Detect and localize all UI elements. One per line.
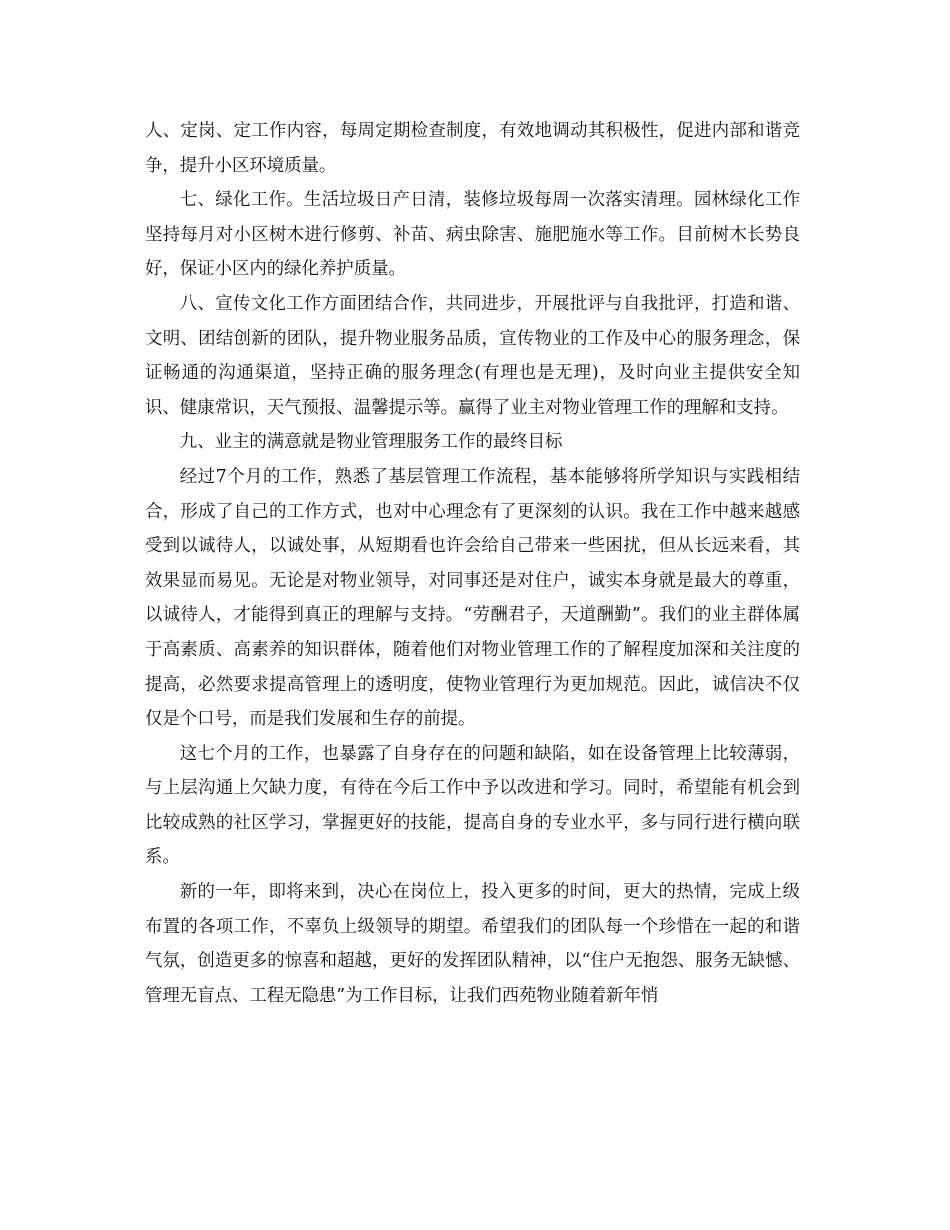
- paragraph: 经过7个月的工作，熟悉了基层管理工作流程，基本能够将所学知识与实践相结合，形成了自己的工作方式，也对中心理念有了更深刻的认识。我在工作中越来越感受到以诚待人，以诚处事，从短期看也许会给自己带来一些困扰，但从长远来看，其效果显而易见。无论是对物业领导，对同事还是对住户，诚实本身就是最大的尊重，以诚待人，才能得到真正的理解与支持。“劳酬君子，天道酬勤”。我们的业主群体属于高素质、高素养的知识群体，随着他们对物业管理工作的了解程度加深和关注度的提高，必然要求提高管理上的透明度，使物业管理行为更加规范。因此，诚信决不仅仅是个口号，而是我们发展和生存的前提。: [145, 466, 800, 730]
- paragraph: 新的一年，即将来到，决心在岗位上，投入更多的时间，更大的热情，完成上级布置的各项工作，不辜负上级领导的期望。希望我们的团队每一个珍惜在一起的和谐气氛，创造更多的惊喜和超越，更好的发挥团队精神，以“住户无抱怨、服务无缺憾、管理无盲点、工程无隐患”为工作目标，让我们西苑物业随着新年悄: [145, 882, 800, 1006]
- paragraph: 这七个月的工作，也暴露了自身存在的问题和缺陷，如在设备管理上比较薄弱，与上层沟通上欠缺力度，有待在今后工作中予以改进和学习。同时，希望能有机会到比较成熟的社区学习，掌握更好的技能，提高自身的专业水平，多与同行进行横向联系。: [145, 743, 800, 868]
- paragraph: 八、宣传文化工作方面团结合作，共同进步，开展批评与自我批评，打造和谐、文明、团结创新的团队，提升物业服务品质，宣传物业的工作及中心的服务理念，保证畅通的沟通渠道，坚持正确的服务理念(有理也是无理)，及时向业主提供安全知识、健康常识，天气预报、温馨提示等。赢得了业主对物业管理工作的理解和支持。: [145, 293, 800, 418]
- paragraph: 九、业主的满意就是物业管理服务工作的最终目标: [179, 432, 563, 453]
- paragraph: 人、定岗、定工作内容，每周定期检查制度，有效地调动其积极性，促进内部和谐竞争，提升小区环境质量。: [145, 121, 800, 176]
- paragraph: 七、绿化工作。生活垃圾日产日清，装修垃圾每周一次落实清理。园林绿化工作坚持每月对小区树木进行修剪、补苗、病虫除害、施肥施水等工作。目前树木长势良好，保证小区内的绿化养护质量。: [145, 190, 800, 280]
- document-body: [145, 114, 800, 1013]
